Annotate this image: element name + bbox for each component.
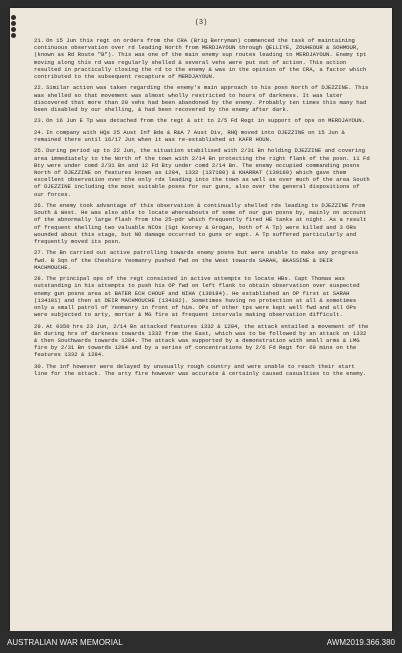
paragraph-text: In company with HQs 25 Aust Inf Bde & R&A 7 Aust Div, RHQ moved into DJEZZINE on 15 Jun & remained there until 16/17 Jun when it was re-established at KAFR HOUN. (34, 128, 345, 143)
paragraph-text: Similar action was taken regarding the enemy's main approach to his posn North of DJEZZINE. This was shelled so that movement was almost wholly restricted to hours of darkness. It was later discovered that more than 20 vehs had been abandoned by the enemy. Probably ten times this many had been disabled by our shelling, & had been recovered by the enemy after dark. (34, 84, 369, 114)
punch-hole (11, 27, 16, 32)
paragraph-26 (34, 202, 370, 245)
archive-footer (0, 631, 402, 653)
paragraph-text: The Bn carried out active patrolling towards enemy posns but were unable to make any progress fwd. B Sqn of the Cheshire Yeomanry pushed fwd on the West towards SARAH, BKASSINE & DEIR MACHMOUCHE. (34, 249, 359, 271)
catalogue-number: AWM2019.366.380 (326, 637, 395, 647)
paragraph-text: The inf however were delayed by unusually rough country and were unable to reach their start line for the attack. The arty fire however was accurate & certainly caused casualties to the enemy. (34, 362, 367, 378)
paragraph-number: 21. (34, 37, 45, 44)
page-number: (3) (194, 19, 208, 27)
institution-name: AUSTRALIAN WAR MEMORIAL (7, 637, 123, 647)
document-body (34, 37, 370, 625)
paragraph-number: 24. (34, 128, 45, 136)
paragraph-number: 26. (34, 202, 45, 209)
paragraph-text: During period up to 22 Jun, the situation stabilised with 2/31 Bn holding DJEZZINE and covering area immediately to the North of the town with 2/14 Bn protecting the right flank of the posn. 11 Fd Bty were under comd 2/31 Bn and 12 Fd Bty under comd 2/14 Bn. The enemy occupied commanding posns North of DJEZZINE on features known as 1284, 1332 (137180) & KHARRAT (139180) which gave them excellent observation over the only rds leading into the town as well as over much of the area South of DJEZZINE including the most suitable posns for our guns, also over the general dispositions of our forces. (34, 147, 370, 198)
paragraph-30 (34, 363, 370, 377)
paragraph-28 (34, 275, 370, 318)
paragraph-text: On 15 Jun this regt on orders from the CRA (Brig Berryman) commenced the task of maintaining continuous observation over rd leading North from MERDJAYOUN through QELLIYE, ZOUHEOUR & SOHMOUR, (known as Rd Route "B"). This was one of the main enemy sup routes leading to MERDJAYOUN. Enemy tpt moving along this rd was regularly shelled & several vehs were put out of action. This action resulted in practically closing the rd to the enemy & was in the opinion of the CRA, a factor which contributed to the subsequent recapture of MERDJAYOUN. (34, 37, 367, 81)
paragraph-text: The principal ops of the regt consisted in active attempts to locate HBs. Capt Thomas was outstanding in his attempts to push his OP fwd on left flank to obtain observation over suspected enemy gun posns area at BATER ECH CHOUF and NIHA (139184). He established an OP first at SARAH (134181) and then at DEIR MACHMOUCHE (134182). Sometimes having no protection at all & sometimes only a small patrol of Yeomanry in front of him. OPs of other tps were kept well fwd and all OPs were subjected to arty, mortar & MG fire at frequent intervals making observation difficult. (34, 275, 360, 319)
paragraph-21 (34, 37, 370, 80)
paragraph-number: 25. (34, 147, 45, 155)
paragraph-number: 28. (34, 275, 45, 283)
paragraph-number: 30. (34, 362, 45, 370)
paragraph-29 (34, 323, 370, 359)
paragraph-24 (34, 129, 370, 143)
paragraph-text: On 16 Jun E Tp was detached from the regt & att to 2/5 Fd Regt in support of ops on MERDJAYOUN. (46, 117, 365, 125)
paragraph-number: 27. (34, 249, 45, 257)
paragraph-22 (34, 84, 370, 113)
paragraph-text: At 0350 hrs 23 Jun, 2/14 Bn attacked features 1332 & 1284, the attack entailed a movement of the Bn during hrs of darkness towards 1332 from the East, which was to be followed by an attack on 1332 & then Southwards towards 1284. The attack was supported by a demonstration with small arms & LMG fire by 2/31 Bn towards 1284 and by a series of concentrations by 2/6 Fd Regt for 60 mins on the features 1332 & 1284. (34, 322, 369, 359)
paragraph-27 (34, 249, 370, 271)
paragraph-number: 29. (34, 322, 45, 330)
document-page (10, 8, 392, 631)
paragraph-25 (34, 147, 370, 197)
punch-hole (11, 33, 16, 38)
paragraph-number: 23. (34, 117, 45, 125)
paragraph-23 (34, 117, 370, 124)
paragraph-text: The enemy took advantage of this observation & continually shelled rds leading to DJEZZINE from South & West. He was also able to locate whereabouts of some of our gun posns by, mainly on account of the abnormally large flash from the 25-pdr which frequently fired HE tanks at night. As a result of frequent shelling two valuable NCOs (Sgt Koorey & Grogan, both of A Tp) were killed and 3 ORs wounded about this stage, but NO damage occurred to guns or eqpt. A Tp suffered particularly and frequently moved its posn. (34, 202, 367, 246)
paragraph-number: 22. (34, 84, 45, 92)
